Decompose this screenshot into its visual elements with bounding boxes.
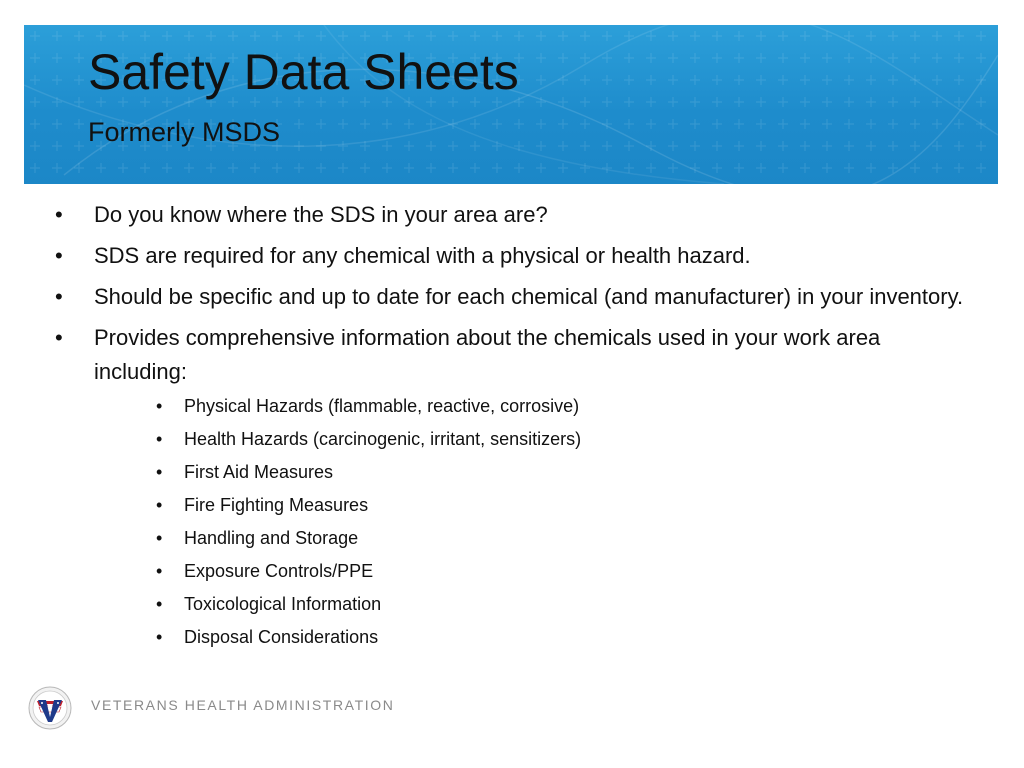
bullet-item [52, 321, 972, 389]
slide-subtitle: Formerly MSDS [88, 117, 281, 147]
sub-bullet-dot: • [156, 429, 163, 449]
bullet-text: Do you know where the SDS in your area are? [94, 202, 548, 227]
sub-bullet-text: Physical Hazards (flammable, reactive, corrosive) [184, 396, 580, 416]
sub-bullet-item [52, 428, 972, 451]
sub-bullet-item [52, 395, 972, 418]
sub-bullet-item [52, 626, 972, 649]
bullet-dot: • [55, 284, 63, 309]
sub-bullet-item [52, 593, 972, 616]
sub-bullet-text: Toxicological Information [184, 594, 382, 614]
bullet-dot: • [55, 202, 63, 227]
bullet-item [52, 239, 972, 273]
bullet-text: SDS are required for any chemical with a physical or health hazard. [94, 243, 751, 268]
bullet-dot: • [55, 325, 63, 350]
bullet-item [52, 280, 972, 314]
sub-bullet-text: First Aid Measures [184, 462, 334, 482]
sub-bullet-item [52, 527, 972, 550]
sub-bullet-text: Disposal Considerations [184, 627, 379, 647]
bullet-text: Provides comprehensive information about the chemicals used in your work area including: [94, 325, 881, 384]
sub-bullet-dot: • [156, 561, 163, 581]
sub-bullet-dot: • [156, 495, 163, 515]
bullet-list [52, 198, 972, 659]
footer-organization: VETERANS HEALTH ADMINISTRATION [91, 697, 395, 713]
sub-bullet-dot: • [156, 528, 163, 548]
sub-bullet-text: Health Hazards (carcinogenic, irritant, sensitizers) [184, 429, 582, 449]
sub-bullet-item [52, 461, 972, 484]
sub-bullet-dot: • [156, 627, 163, 647]
sub-bullet-dot: • [156, 396, 163, 416]
sub-bullet-item [52, 494, 972, 517]
sub-bullet-text: Handling and Storage [184, 528, 359, 548]
sub-bullet-dot: • [156, 594, 163, 614]
slide-title: Safety Data Sheets [88, 44, 519, 100]
sub-bullet-item [52, 560, 972, 583]
sub-bullet-text: Exposure Controls/PPE [184, 561, 374, 581]
bullet-item [52, 198, 972, 232]
bullet-text: Should be specific and up to date for each chemical (and manufacturer) in your inventory. [94, 284, 964, 309]
sub-bullet-list [52, 395, 972, 649]
bullet-dot: • [55, 243, 63, 268]
va-seal-icon [28, 686, 72, 730]
sub-bullet-text: Fire Fighting Measures [184, 495, 369, 515]
sub-bullet-dot: • [156, 462, 163, 482]
